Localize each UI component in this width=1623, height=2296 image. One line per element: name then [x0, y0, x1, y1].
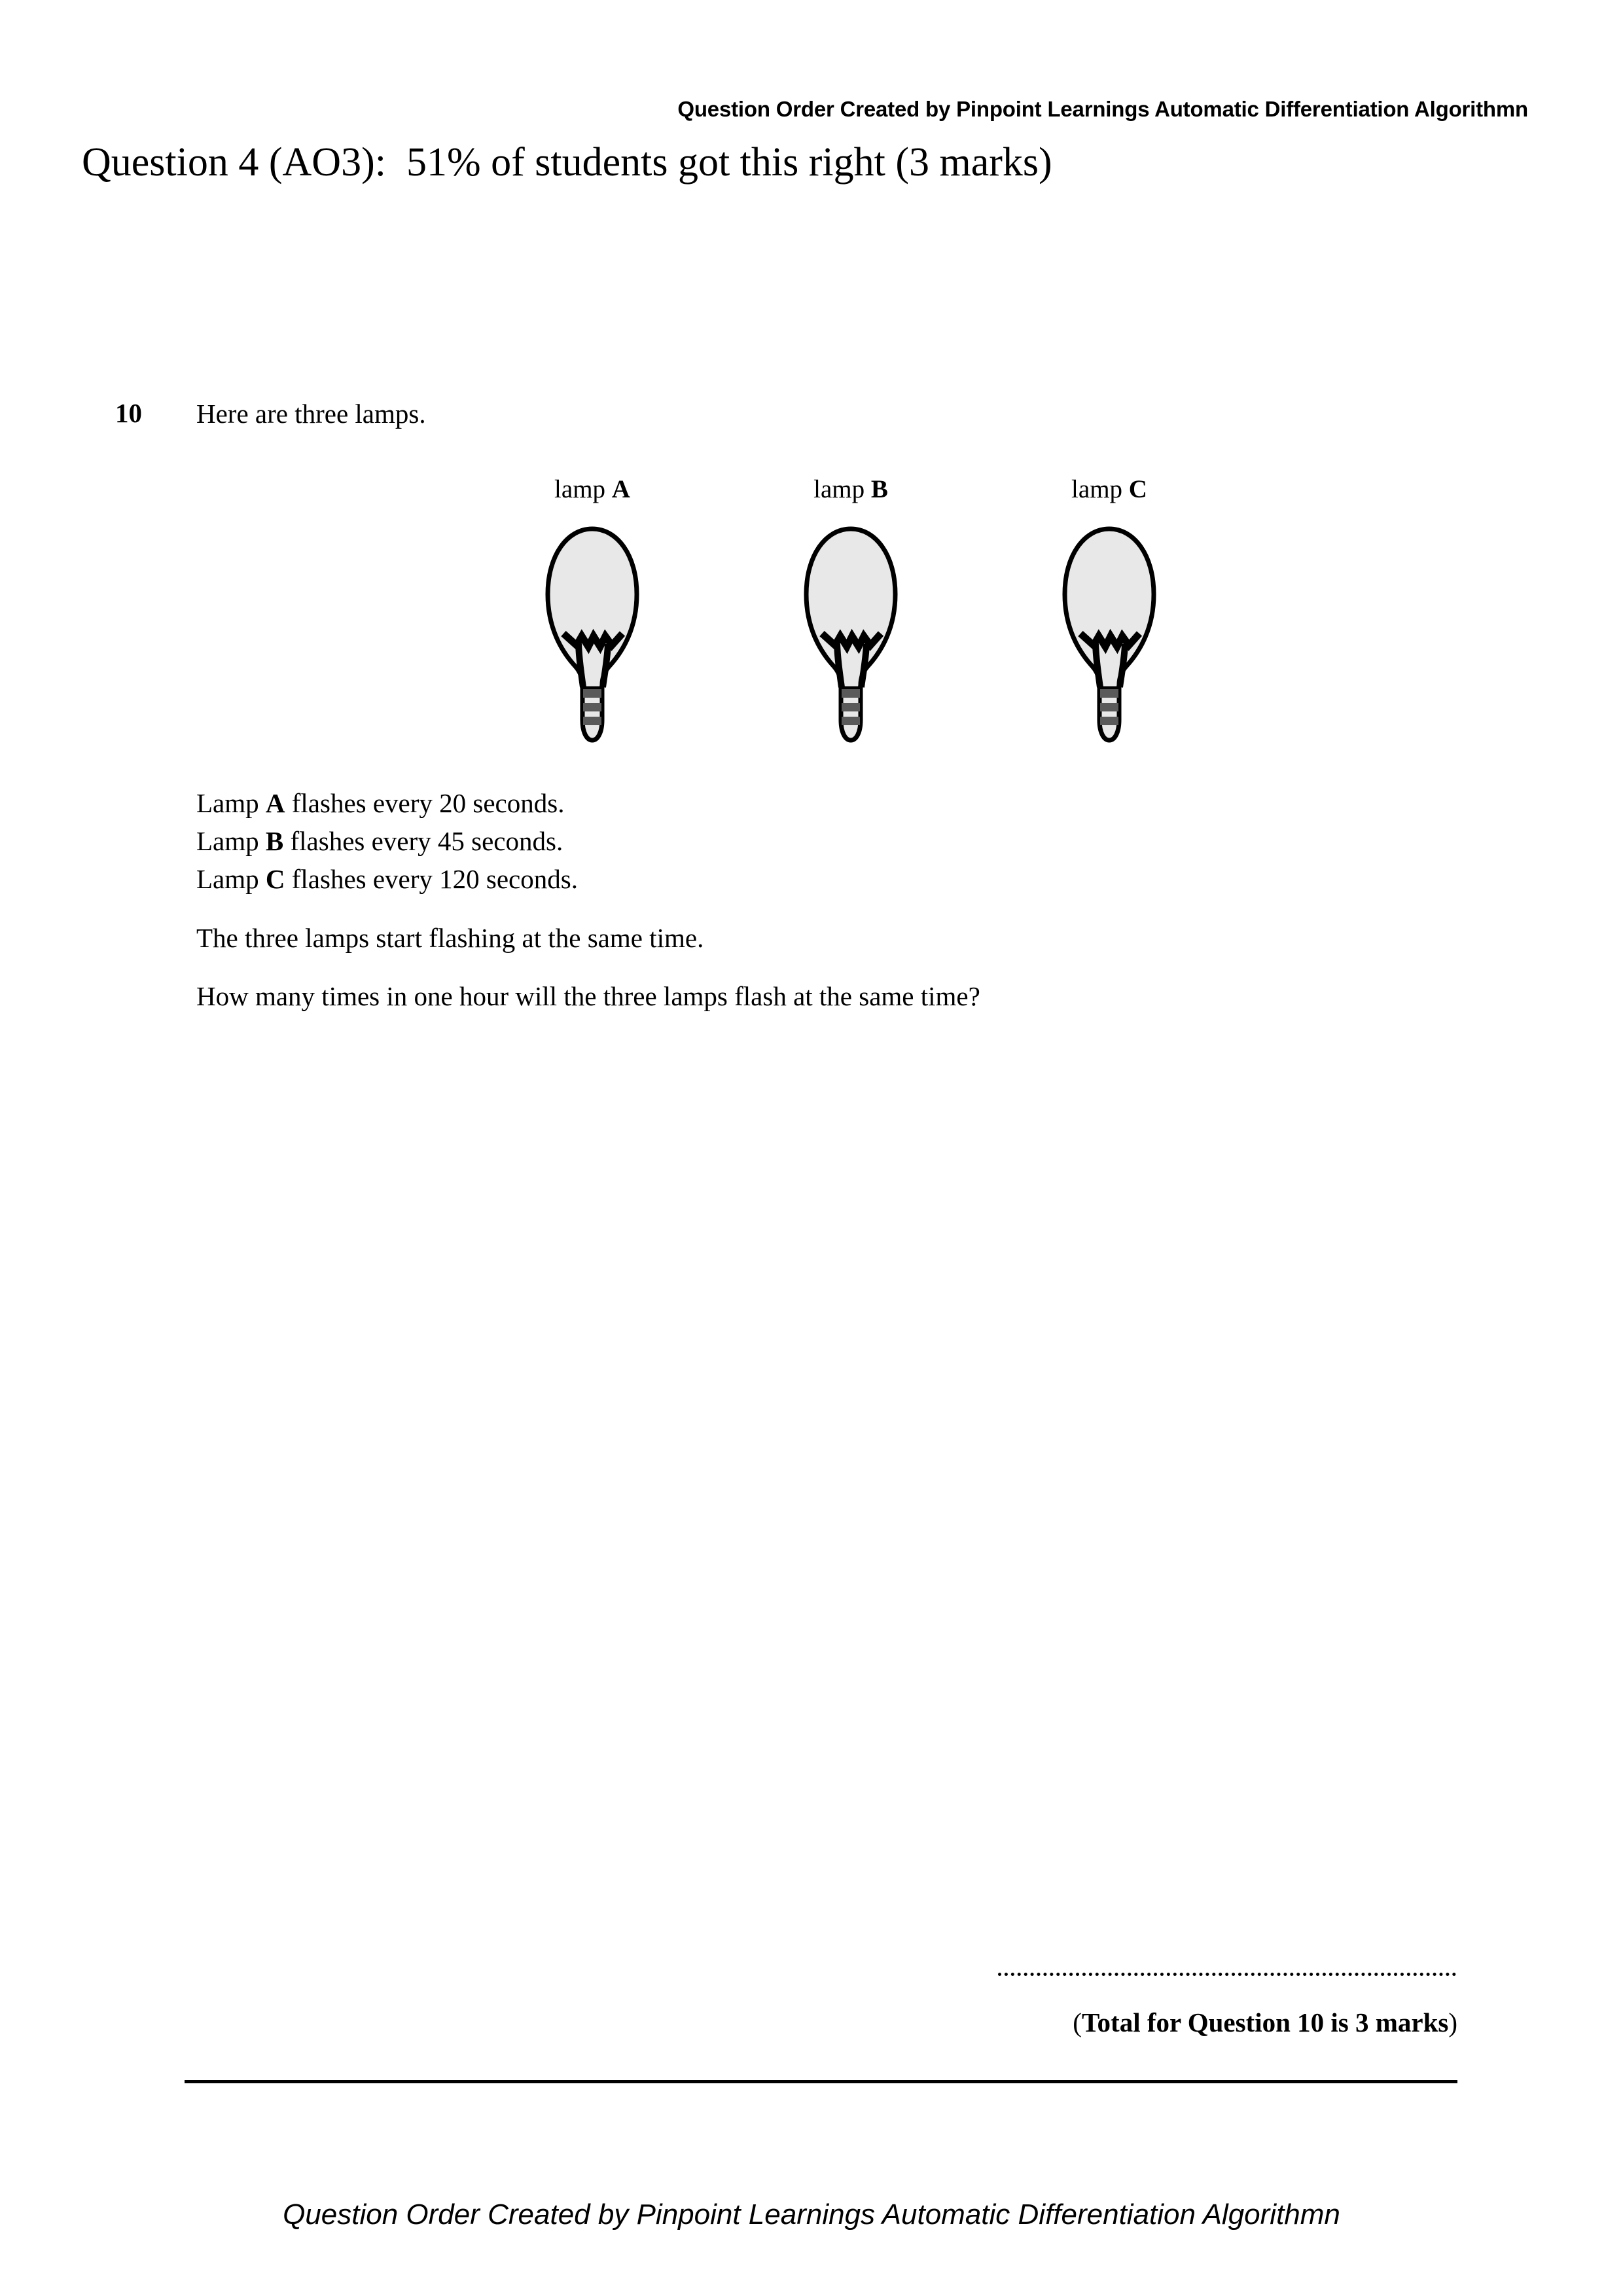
question-intro-text: Here are three lamps.	[196, 399, 426, 429]
answer-dotted-line[interactable]	[998, 1966, 1456, 1976]
lamp-b-label	[776, 475, 926, 504]
lamp-b-label-prefix: lamp	[813, 475, 871, 503]
bulb-base-stripes	[1100, 689, 1118, 725]
lamp-c-label-letter: C	[1128, 475, 1147, 503]
lamp-c-statement	[196, 863, 578, 895]
light-bulb-icon	[1057, 524, 1162, 746]
page-title: Question 4 (AO3): 51% of students got this right (3 marks)	[82, 140, 1052, 185]
question-prompt-text: How many times in one hour will the three lamps flash at the same time?	[196, 981, 980, 1011]
lamp-a-label	[517, 475, 668, 504]
total-marks-close-paren: )	[1448, 2007, 1457, 2037]
lamp-a	[517, 475, 668, 749]
lamp-c	[1034, 475, 1185, 749]
lamp-b-statement-pre: Lamp	[196, 826, 266, 856]
lamp-c-statement-pre: Lamp	[196, 864, 266, 894]
lamp-a-label-letter: A	[611, 475, 630, 503]
header-attribution-note: Question Order Created by Pinpoint Learnings Automatic Differentiation Algorithmn	[677, 97, 1528, 121]
lamp-b-statement-letter: B	[265, 826, 284, 856]
total-marks-open-paren: (	[1073, 2007, 1082, 2037]
lamp-c-statement-letter: C	[265, 864, 285, 894]
lamp-a-label-prefix: lamp	[554, 475, 612, 503]
lamp-a-statement-pre: Lamp	[196, 788, 266, 818]
lamp-b	[776, 475, 926, 749]
lamp-a-statement-post: flashes every 20 seconds.	[285, 788, 565, 818]
light-bulb-icon	[540, 524, 645, 746]
light-bulb-icon	[798, 524, 903, 746]
lamp-b-statement	[196, 825, 563, 857]
question-number: 10	[115, 398, 142, 428]
total-marks-note	[0, 2007, 1457, 2038]
bulb-base-stripes	[842, 689, 860, 725]
lamps-figure	[497, 475, 1191, 749]
lamp-c-label	[1034, 475, 1185, 504]
lamp-b-label-letter: B	[870, 475, 888, 503]
lamp-a-statement-letter: A	[265, 788, 285, 818]
lamp-c-label-prefix: lamp	[1071, 475, 1129, 503]
footer-attribution-note: Question Order Created by Pinpoint Learnings Automatic Differentiation Algorithmn	[283, 2198, 1340, 2231]
start-same-time-text: The three lamps start flashing at the same time.	[196, 923, 704, 953]
footer-divider-rule	[185, 2080, 1457, 2083]
lamp-c-statement-post: flashes every 120 seconds.	[285, 864, 578, 894]
lamp-b-statement-post: flashes every 45 seconds.	[283, 826, 563, 856]
total-marks-text: Total for Question 10 is 3 marks	[1081, 2007, 1449, 2037]
lamp-a-statement	[196, 787, 564, 819]
bulb-base-stripes	[583, 689, 601, 725]
